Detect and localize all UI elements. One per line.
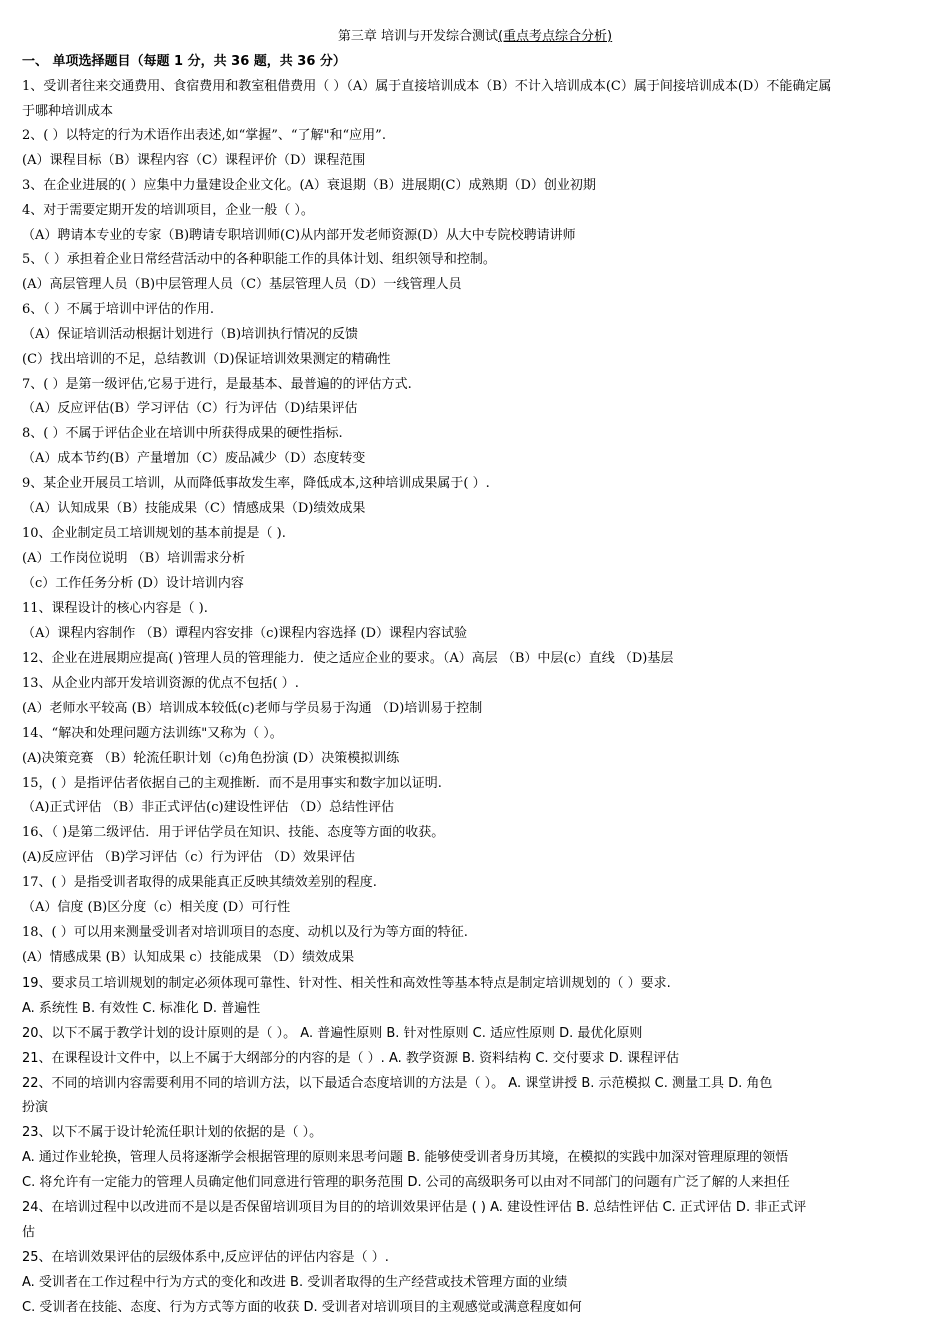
question-line: （A）课程内容制作 （B）谭程内容安排（c)课程内容选择 (D）课程内容试验 [22,626,468,641]
title-subtitle: (重点考点综合分析) [497,29,613,44]
question-line: 14、“解决和处理问题方法训练"又称为（ ）。 [22,726,283,741]
question-line: (C）找出培训的不足，总结教训（D)保证培训效果测定的精确性 [22,352,391,367]
question-line: （A）保证培训活动根据计划进行（B)培训执行情况的反馈 [22,327,359,342]
question-line: （A）认知成果（B）技能成果（C）情感成果（D)绩效成果 [22,501,366,516]
question-line: 2、( ）以特定的行为术语作出表述,如“掌握”、“了解"和“应用”. [22,128,386,143]
question-line: 20、以下不属于教学计划的设计原则的是（ ）。 A. 普遍性原则 B. 针对性原则 C. 适应性原则 D. 最优化原则 [22,1026,643,1041]
question-line: (A）情感成果 (B）认知成果 c）技能成果 （D）绩效成果 [22,950,355,965]
question-line: 10、企业制定员工培训规划的基本前提是（ ). [22,526,286,541]
question-line: 1、受训者往来交通费用、食宿费用和教室租借费用（ ）（A）属于直接培训成本（B）不计入培训成本(C）属于间接培训成本(D）不能确定属 [22,79,832,94]
question-line: 4、对于需要定期开发的培训项目，企业一般（ ）。 [22,203,314,218]
question-line: 于哪种培训成本 [22,104,114,119]
question-line: 7、( ）是第一级评估,它易于进行，是最基本、最普遍的的评估方式. [22,377,412,392]
question-line: C. 受训者在技能、态度、行为方式等方面的收获 D. 受训者对培训项目的主观感觉或满意程度如何 [22,1300,582,1315]
page-title [0,28,950,46]
question-line: 17、( ）是指受训者取得的成果能真正反映其绩效差别的程度. [22,875,377,890]
question-line: 13、从企业内部开发培训资源的优点不包括( ）. [22,676,299,691]
question-line: (A）课程目标（B）课程内容（C）课程评价（D）课程范围 [22,153,366,168]
question-line: A. 系统性 B. 有效性 C. 标准化 D. 普遍性 [22,1001,261,1016]
question-line: 12、企业在进展期应提高( )管理人员的管理能力．使之适应企业的要求。（A）高层 （B）中层(c）直线 （D)基层 [22,651,674,666]
question-line: 5、（ ）承担着企业日常经营活动中的各种职能工作的具体计划、组织领导和控制。 [22,252,496,267]
question-line: A. 通过作业轮换，管理人员将逐渐学会根据管理的原则来思考问题 B. 能够使受训者身历其境，在模拟的实践中加深对管理原理的领悟 [22,1150,789,1165]
question-line: (A）老师水平较高 (B）培训成本较低(c)老师与学员易于沟通 （D)培训易于控制 [22,701,483,716]
question-line: （c）工作任务分析 (D）设计培训内容 [22,576,244,591]
question-line: （A）聘请本专业的专家（B)聘请专职培训师(C)从内部开发老师资源(D）从大中专院校聘请讲师 [22,228,576,243]
question-line: （A）信度 (B)区分度（c）相关度 (D）可行性 [22,900,291,915]
question-line: 15，( ）是指评估者依据自己的主观推断．而不是用事实和数字加以证明. [22,776,442,791]
question-line: 8、( ）不属于评估企业在培训中所获得成果的硬性指标. [22,426,343,441]
question-line: 22、不同的培训内容需要利用不同的培训方法，以下最适合态度培训的方法是（ ）。 A. 课堂讲授 B. 示范模拟 C. 测量工具 D. 角色 [22,1076,773,1091]
question-line: A. 受训者在工作过程中行为方式的变化和改进 B. 受训者取得的生产经营或技术管理方面的业绩 [22,1275,568,1290]
title-main: 第三章 培训与开发综合测试 [337,29,498,44]
question-line: (A)决策竞赛 （B）轮流任职计划（c)角色扮演 (D）决策模拟训练 [22,751,400,766]
question-line: (A)反应评估 （B)学习评估（c）行为评估 （D）效果评估 [22,850,356,865]
question-line: 估 [22,1225,36,1240]
question-line: C. 将允许有一定能力的管理人员确定他们同意进行管理的职务范围 D. 公司的高级职务可以由对不同部门的问题有广泛了解的人来担任 [22,1175,790,1190]
question-line: 18、( ）可以用来测量受训者对培训项目的态度、动机以及行为等方面的特征. [22,925,468,940]
question-line: 9、某企业开展员工培训，从而降低事故发生率，降低成本,这种培训成果属于( ）. [22,476,490,491]
question-line: 扮演 [22,1100,49,1115]
question-line: 11、课程设计的核心内容是（ ). [22,601,208,616]
question-line: （A）成本节约(B）产量增加（C）废品减少（D）态度转变 [22,451,366,466]
question-line: 19、要求员工培训规划的制定必须体现可靠性、针对性、相关性和高效性等基本特点是制定培训规划的（ ）要求. [22,976,671,991]
question-line: 25、在培训效果评估的层级体系中,反应评估的评估内容是（ ）. [22,1250,389,1265]
section-heading: 一、 单项选择题目（每题 1 分，共 36 题，共 36 分） [22,54,346,69]
question-line: （A）反应评估(B）学习评估（C）行为评估（D)结果评估 [22,401,358,416]
question-line: （A)正式评估 （B）非正式评估(c)建设性评估 （D）总结性评估 [22,800,395,815]
question-line: (A）工作岗位说明 （B）培训需求分析 [22,551,246,566]
question-line: 21、在课程设计文件中，以上不属于大纲部分的内容的是（ ）. A. 教学资源 B. 资料结构 C. 交付要求 D. 课程评估 [22,1051,680,1066]
question-line: 3、在企业进展的( ）应集中力量建设企业文化。(A）衰退期（B）进展期(C）成熟期（D）创业初期 [22,178,596,193]
question-line: 23、以下不属于设计轮流任职计划的依据的是（ ）。 [22,1125,323,1140]
question-line: (A）高层管理人员（B)中层管理人员（C）基层管理人员（D）一线管理人员 [22,277,462,292]
question-line: 16、（ )是第二级评估．用于评估学员在知识、技能、态度等方面的收获。 [22,825,445,840]
question-line: 6、（ ）不属于培训中评估的作用. [22,302,215,317]
question-line: 24、在培训过程中以改进而不是以是否保留培训项目为目的的培训效果评估是 ( ) A. 建设性评估 B. 总结性评估 C. 正式评估 D. 非正式评 [22,1200,807,1215]
